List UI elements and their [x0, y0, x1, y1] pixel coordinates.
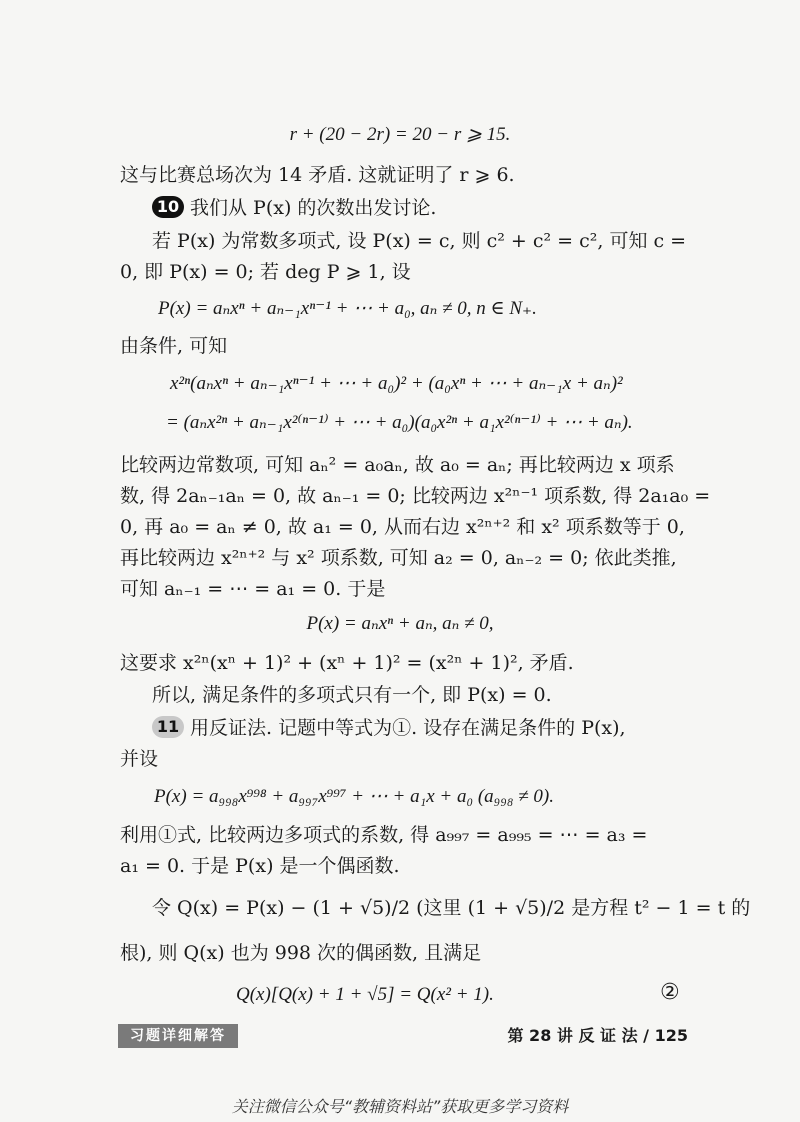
problem-number-badge: 10	[152, 196, 184, 218]
text-line: 再比较两边 x²ⁿ⁺² 与 x² 项系数, 可知 a₂ = 0, aₙ₋₂ = 0; 依此类推,	[120, 547, 677, 569]
equation-p-form: P(x) = aₙxⁿ + aₙ, aₙ ≠ 0,	[306, 613, 494, 634]
equation-polynomial: P(x) = aₙxⁿ + aₙ₋₁xⁿ⁻¹ + ⋯ + a₀, aₙ ≠ 0, n ∈ N₊.	[158, 298, 537, 319]
text-line: 由条件, 可知	[120, 335, 228, 357]
text-line: 根), 则 Q(x) 也为 998 次的偶函数, 且满足	[120, 942, 482, 964]
text-line: 并设	[120, 748, 159, 770]
text-line: 我们从 P(x) 的次数出发讨论.	[190, 197, 437, 219]
problem-number-badge: 11	[152, 716, 184, 738]
text-line: 若 P(x) 为常数多项式, 设 P(x) = c, 则 c² + c² = c², 可知 c =	[152, 230, 687, 252]
text-line: 用反证法. 记题中等式为①. 设存在满足条件的 P(x),	[190, 717, 626, 739]
text-line: 所以, 满足条件的多项式只有一个, 即 P(x) = 0.	[152, 684, 552, 706]
equation-condition-rhs: = (aₙx²ⁿ + aₙ₋₁x²⁽ⁿ⁻¹⁾ + ⋯ + a₀)(a₀x²ⁿ + a₁x²⁽ⁿ⁻¹⁾ + ⋯ + aₙ).	[166, 412, 633, 433]
equation-q-relation: Q(x)[Q(x) + 1 + √5] = Q(x² + 1).	[236, 984, 494, 1005]
equation-number: ②	[660, 980, 680, 1005]
text-line: 这与比赛总场次为 14 矛盾. 这就证明了 r ⩾ 6.	[120, 164, 515, 186]
text-line: 数, 得 2aₙ₋₁aₙ = 0, 故 aₙ₋₁ = 0; 比较两边 x²ⁿ⁻¹ 项系数, 得 2a₁a₀ =	[120, 485, 711, 507]
text-line: 这要求 x²ⁿ(xⁿ + 1)² + (xⁿ + 1)² = (x²ⁿ + 1)², 矛盾.	[120, 652, 574, 674]
text-line: 0, 即 P(x) = 0; 若 deg P ⩾ 1, 设	[120, 261, 411, 283]
text-line: 比较两边常数项, 可知 aₙ² = a₀aₙ, 故 a₀ = aₙ; 再比较两边 x 项系	[120, 454, 675, 476]
solution-11	[152, 715, 626, 741]
text-line: 利用①式, 比较两边多项式的系数, 得 a₉₉₇ = a₉₉₅ = ⋯ = a₃ =	[120, 824, 648, 846]
text-line: 0, 再 a₀ = aₙ ≠ 0, 故 a₁ = 0, 从而右边 x²ⁿ⁺² 和 x² 项系数等于 0,	[120, 516, 685, 538]
text-line: a₁ = 0. 于是 P(x) 是一个偶函数.	[120, 855, 400, 877]
text-line: 可知 aₙ₋₁ = ⋯ = a₁ = 0. 于是	[120, 578, 386, 600]
watermark-text: 关注微信公众号“教辅资料站”获取更多学习资料	[231, 1097, 569, 1116]
footer-page-info: 第 28 讲 反 证 法 / 125	[507, 1026, 688, 1045]
solution-10	[152, 195, 436, 221]
equation-r-inequality: r + (20 − 2r) = 20 − r ⩾ 15.	[289, 124, 511, 145]
equation-condition-lhs: x²ⁿ(aₙxⁿ + aₙ₋₁xⁿ⁻¹ + ⋯ + a₀)² + (a₀xⁿ + ⋯ + aₙ₋₁x + aₙ)²	[170, 373, 623, 394]
equation-p-998: P(x) = a₉₉₈x⁹⁹⁸ + a₉₉₇x⁹⁹⁷ + ⋯ + a₁x + a₀ (a₉₉₈ ≠ 0).	[154, 786, 554, 807]
footer-section-label: 习题详细解答	[118, 1024, 238, 1048]
text-line-q-definition: 令 Q(x) = P(x) − (1 + √5)/2 (这里 (1 + √5)/2 是方程 t² − 1 = t 的	[152, 897, 751, 919]
